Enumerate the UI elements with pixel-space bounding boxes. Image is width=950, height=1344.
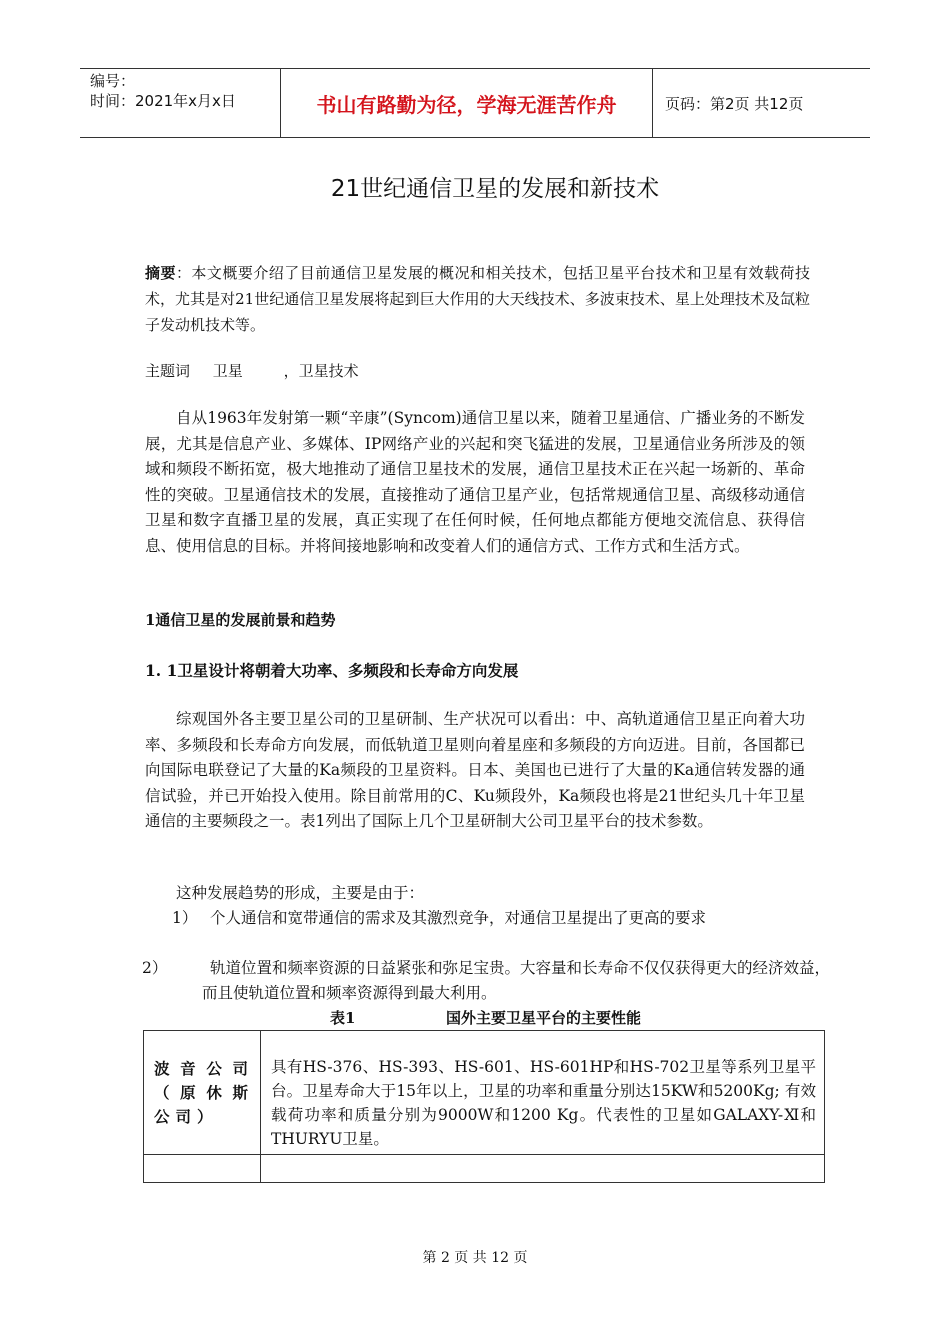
section-heading-1-1: 1. 1卫星设计将朝着大功率、多频段和长寿命方向发展	[145, 661, 519, 680]
list-item	[142, 956, 842, 1006]
table-caption-number: 表1	[330, 1009, 356, 1027]
table-row	[144, 1031, 825, 1155]
time-label: 时间：2021年x月x日	[90, 92, 236, 110]
page-footer: 第 2 页 共 12 页	[422, 1250, 528, 1266]
section-heading-1: 1通信卫星的发展前景和趋势	[145, 611, 336, 629]
document-title: 21世纪通信卫星的发展和新技术	[330, 176, 660, 202]
list-item-number: 2）	[142, 959, 168, 977]
header-page-info: 页码：第2页 共12页	[665, 94, 804, 113]
platform-table	[143, 1030, 825, 1183]
table-cell-empty	[144, 1155, 261, 1183]
abstract-label: 摘要	[145, 264, 176, 282]
table-cell-company: 波音公司（原休斯公司）	[144, 1031, 261, 1155]
abstract-text: ：本文概要介绍了目前通信卫星发展的概况和相关技术，包括卫星平台技术和卫星有效载荷技术，尤其是对21世纪通信卫星发展将起到巨大作用的大天线技术、多波束技术、星上处理技术及氙粒子发动机技术等。	[145, 264, 810, 334]
keywords-label: 主题词	[145, 362, 191, 380]
header-motto: 书山有路勤为径，学海无涯苦作舟	[280, 69, 653, 137]
keyword-1: 卫星	[212, 362, 243, 380]
table-cell-empty	[261, 1155, 825, 1183]
section-paragraph: 综观国外各主要卫星公司的卫星研制、生产状况可以看出：中、高轨道通信卫星正向着大功率、多频段和长寿命方向发展，而低轨道卫星则向着星座和多频段的方向迈进。目前，各国都已向国际电联登记了大量的Ka频段的卫星资料。日本、美国也已进行了大量的Ka通信转发器的通信试验，并已开始投入使用。除目前常用的C、Ku频段外，Ka频段也将是21世纪头几十年卫星通信的主要频段之一。表1列出了国际上几个卫星研制大公司卫星平台的技术参数。	[145, 710, 805, 830]
table-cell-description: 具有HS-376、HS-393、HS-601、HS-601HP和HS-702卫星等系列卫星平台。卫星寿命大于15年以上，卫星的功率和重量分别达15KW和5200Kg; 有效载荷功率和质量分别为9000W和1200 Kg。代表性的卫星如GALAXY-Ⅺ和THURYU卫星。	[261, 1031, 825, 1155]
table-caption-title: 国外主要卫星平台的主要性能	[446, 1009, 642, 1027]
keyword-2: ，卫星技术	[283, 362, 359, 380]
list-item-number: 1）	[172, 909, 198, 927]
list-item-text: 轨道位置和频率资源的日益紧张和弥足宝贵。大容量和长寿命不仅仅获得更大的经济效益，而且使轨道位置和频率资源得到最大利用。	[202, 959, 831, 1002]
list-item-text: 个人通信和宽带通信的需求及其激烈竞争，对通信卫星提出了更高的要求	[210, 909, 707, 927]
table-row	[144, 1155, 825, 1183]
page-header	[80, 68, 870, 138]
number-label: 编号：	[90, 72, 136, 90]
list-item	[172, 906, 812, 931]
abstract	[145, 260, 810, 338]
keywords	[145, 360, 377, 381]
reasons-intro: 这种发展趋势的形成，主要是由于：	[176, 884, 425, 902]
header-meta	[80, 69, 280, 137]
intro-paragraph: 自从1963年发射第一颗“辛康”(Syncom)通信卫星以来，随着卫星通信、广播业务的不断发展，尤其是信息产业、多媒体、IP网络产业的兴起和突飞猛进的发展，卫星通信业务所涉及的领域和频段不断拓宽，极大地推动了通信卫星技术的发展，通信卫星技术正在兴起一场新的、革命性的突破。卫星通信技术的发展，直接推动了通信卫星产业，包括常规通信卫星、高级移动通信卫星和数字直播卫星的发展，真正实现了在任何时候，任何地点都能方便地交流信息、获得信息、使用信息的目标。并将间接地影响和改变着人们的通信方式、工作方式和生活方式。	[145, 409, 805, 555]
